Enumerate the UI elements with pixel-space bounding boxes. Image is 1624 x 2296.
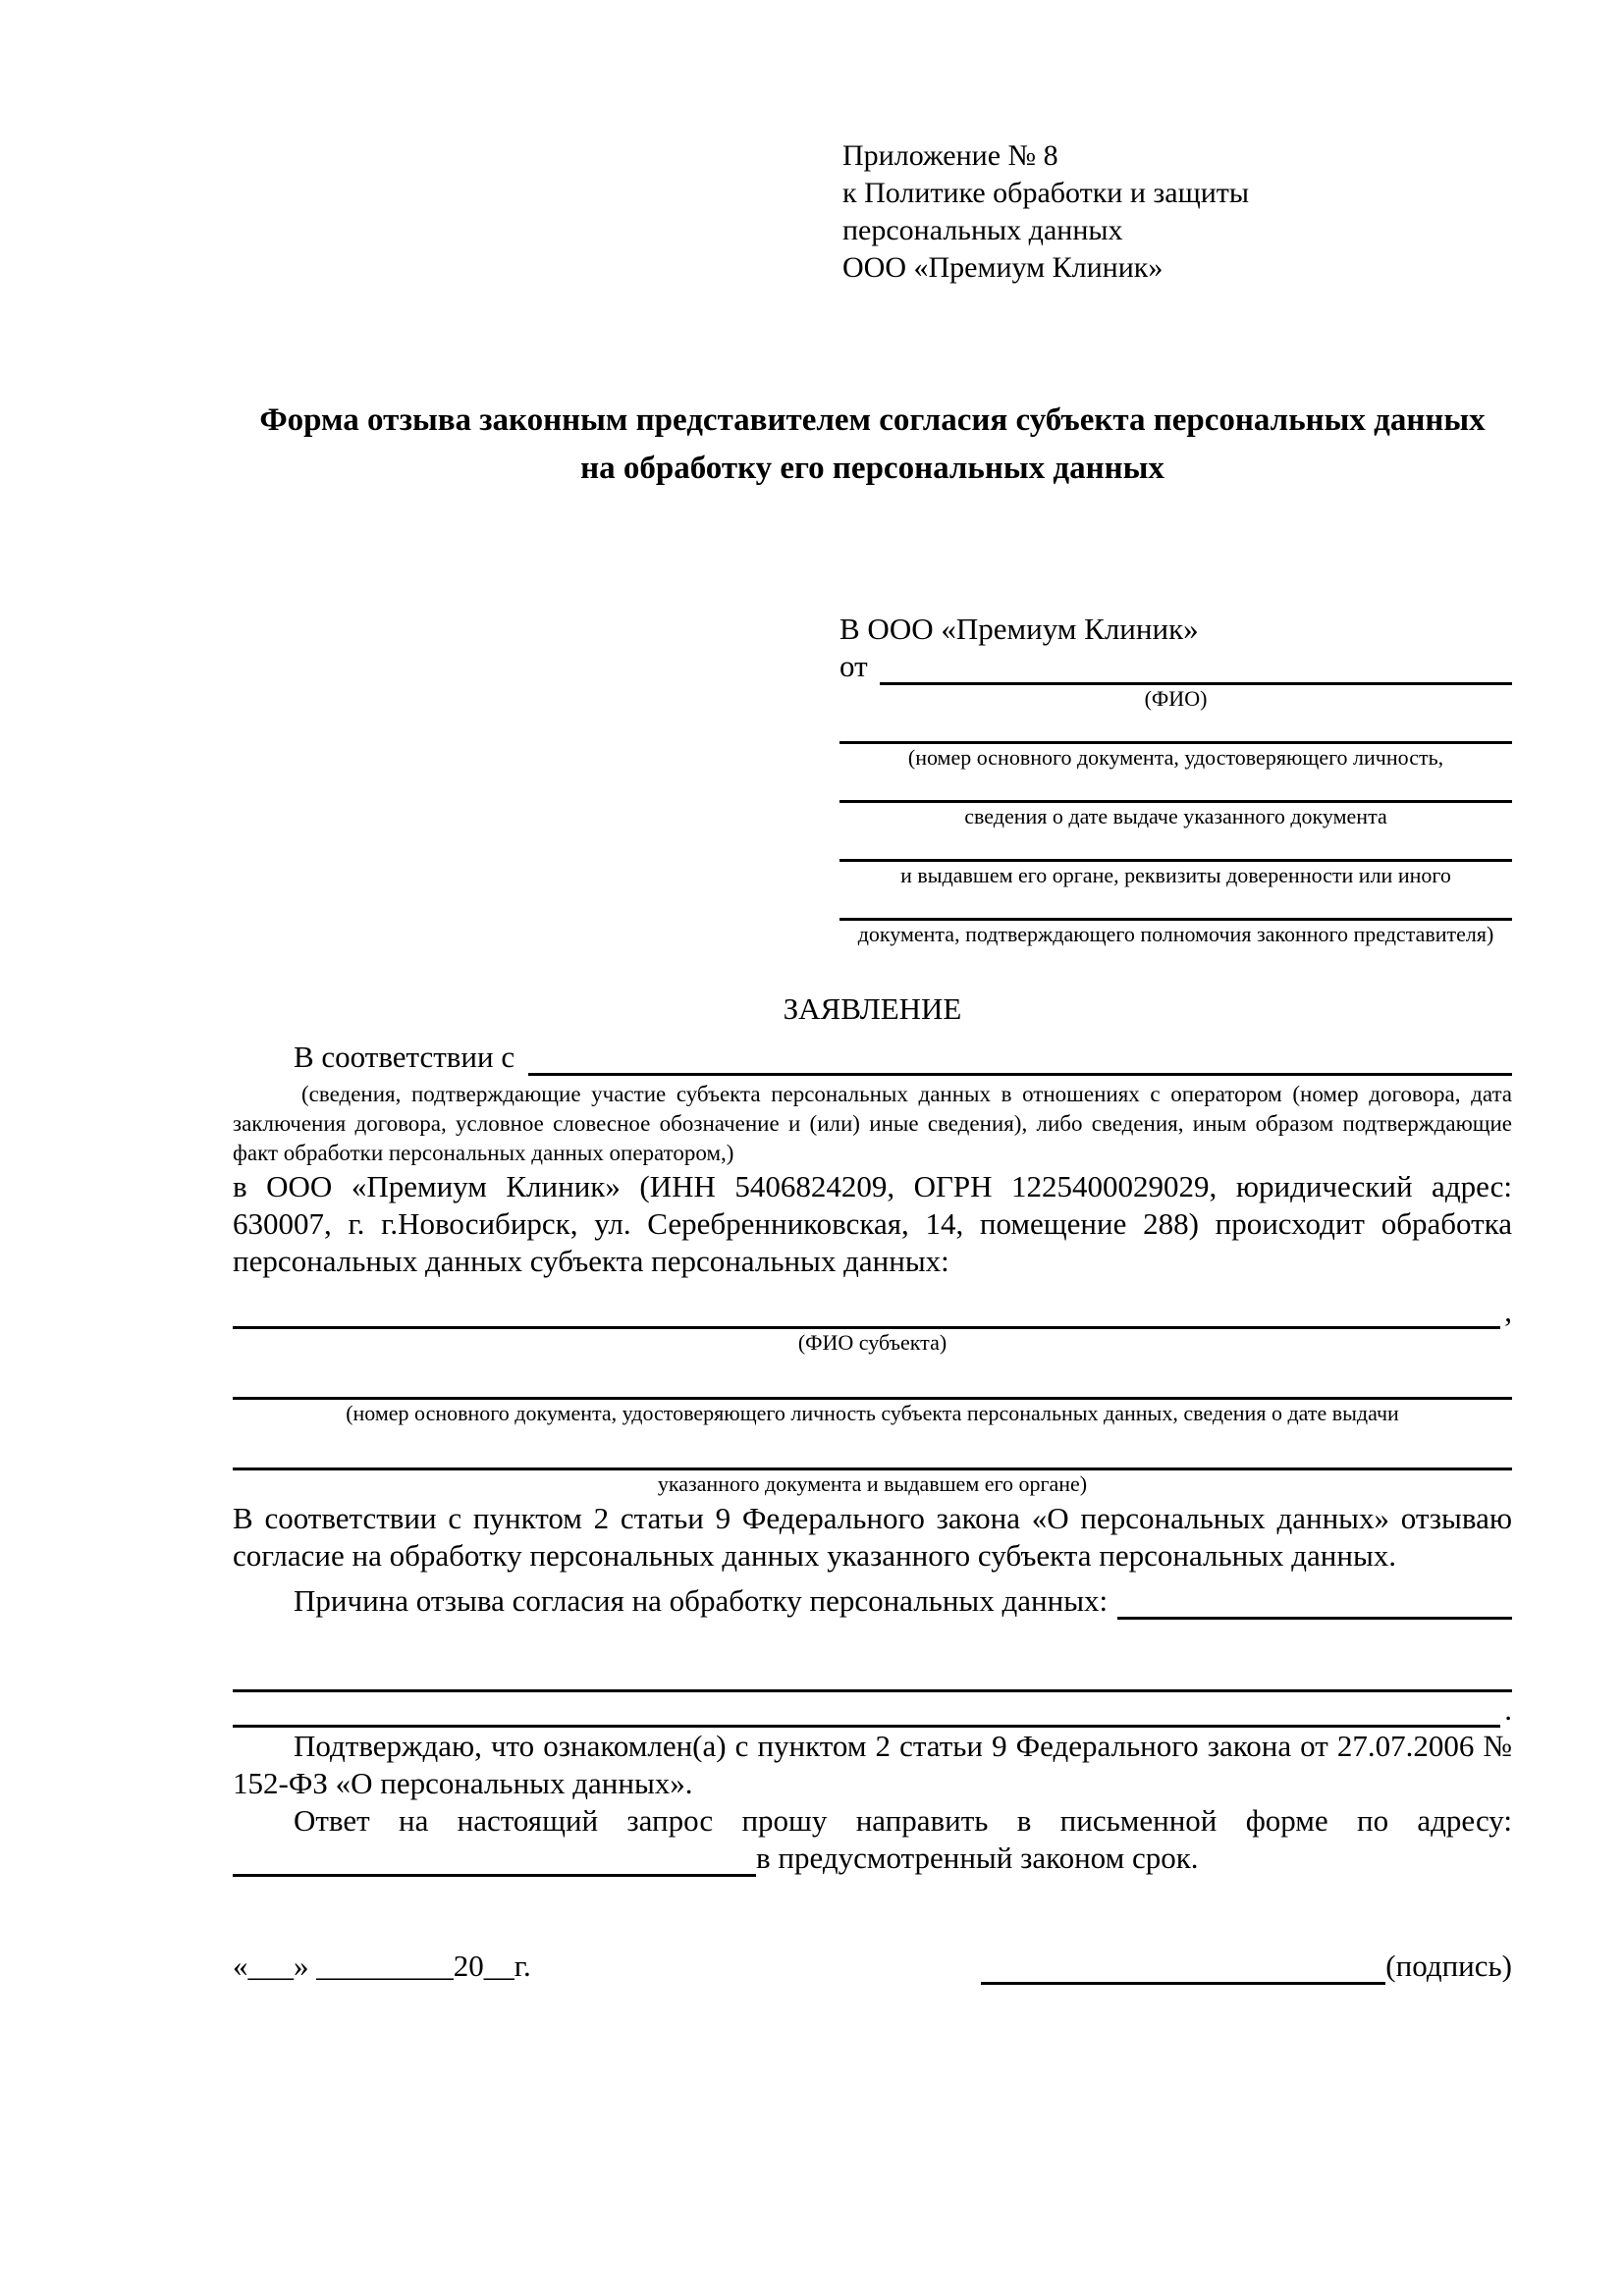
operator-paragraph: в ООО «Премиум Клиник» (ИНН 5406824209, ОГРН 1225400029029, юридический адрес: 630007, г. г.Новосибирск, ул. Серебренниковская, 14, помещение 288) происходит обработка персональных данных субъекта персональных данных:	[233, 1169, 1512, 1278]
requisite-appendix: Приложение № 8	[842, 139, 1058, 172]
doc-issuer-field[interactable]	[839, 832, 1512, 862]
document-requisites	[842, 137, 1512, 287]
requisite-policy-2: персональных данных	[842, 214, 1123, 246]
basis-caption: (сведения, подтверждающие участие субъекта персональных данных в отношениях с оператором (номер договора, дата заключения договора, условное словесное обозначение и (или) иные сведения), либо сведения, иным образом подтверждающие факт обработки персональных данных оператором,)	[233, 1082, 1512, 1165]
subject-fio-field[interactable]	[233, 1298, 1500, 1329]
fio-caption: (ФИО)	[1144, 686, 1208, 711]
addressee-block	[839, 611, 1512, 948]
withdrawal-paragraph: В соответствии с пунктом 2 статьи 9 Федерального закона «О персональных данных» отзываю согласие на обработку персональных данных указанного субъекта персональных данных.	[233, 1501, 1512, 1573]
doc-number-caption: (номер основного документа, удостоверяющего личность,	[907, 745, 1444, 770]
reason-field-start[interactable]	[1117, 1617, 1512, 1620]
doc-issue-date-field[interactable]	[839, 774, 1512, 803]
reply-paragraph-tail: в предусмотренный законом срок.	[756, 1841, 1199, 1875]
document-title: Форма отзыва законным представителем согласия субъекта персональных данных на обработку его персональных данных	[259, 402, 1486, 486]
statement-heading: ЗАЯВЛЕНИЕ	[783, 991, 962, 1026]
basis-field[interactable]	[528, 1073, 1512, 1076]
period-after-reason: .	[1504, 1692, 1512, 1727]
reason-field-line3[interactable]	[233, 1696, 1500, 1728]
reply-paragraph-line1: Ответ на настоящий запрос прошу направить в письменной форме по адресу:	[294, 1803, 1512, 1838]
reason-field-line2[interactable]	[233, 1661, 1512, 1692]
from-label: от	[839, 649, 868, 683]
comma-after-fio: ,	[1504, 1294, 1512, 1328]
signature-caption: (подпись)	[1385, 1949, 1512, 1983]
authority-doc-caption: документа, подтверждающего полномочия законного представителя)	[857, 922, 1494, 946]
subject-doc-issuer-field[interactable]	[233, 1427, 1512, 1470]
subject-fio-caption: (ФИО субъекта)	[797, 1330, 947, 1355]
doc-issuer-caption: и выдавшем его органе, реквизиты доверенности или иного	[900, 863, 1451, 887]
subject-doc-caption-2: указанного документа и выдавшем его органе)	[657, 1471, 1088, 1496]
requisite-policy: к Политике обработки и защиты	[842, 177, 1250, 209]
requisite-company: ООО «Премиум Клиник»	[842, 251, 1164, 284]
reply-address-field[interactable]	[233, 1843, 756, 1877]
subject-doc-caption-1: (номер основного документа, удостоверяющего личность субъекта персональных данных, сведения о дате выдачи	[346, 1401, 1399, 1425]
reason-label: Причина отзыва согласия на обработку персональных данных:	[294, 1583, 1109, 1618]
subject-doc-field[interactable]	[233, 1357, 1512, 1400]
intro-label: В соответствии с	[294, 1040, 515, 1074]
acknowledge-paragraph: Подтверждаю, что ознакомлен(а) с пунктом 2 статьи 9 Федерального закона от 27.07.2006 № 152-ФЗ «О персональных данных».	[233, 1729, 1512, 1800]
authority-doc-field[interactable]	[839, 891, 1512, 921]
representative-doc-number-field[interactable]	[839, 715, 1512, 744]
signature-field[interactable]	[981, 1951, 1385, 1985]
date-field[interactable]: «___» _________20__г.	[233, 1949, 531, 1983]
addressee-to: В ООО «Премиум Клиник»	[839, 612, 1199, 646]
doc-issue-date-caption: сведения о дате выдаче указанного документа	[964, 804, 1387, 828]
